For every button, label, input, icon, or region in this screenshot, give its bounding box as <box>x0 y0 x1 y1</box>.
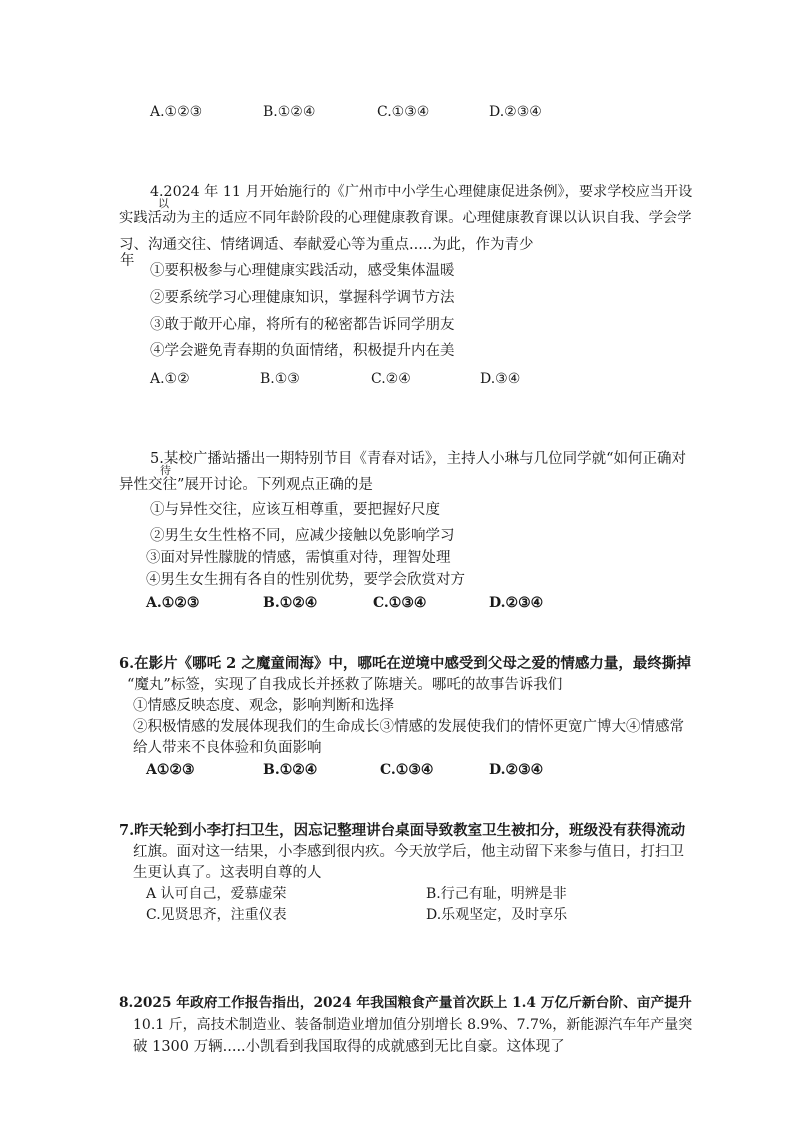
q5-option-a[interactable]: A.①②③ <box>146 595 200 611</box>
q7-option-c[interactable]: C.见贤思齐，注重仪表 <box>146 907 287 923</box>
q5-item-2: ②男生女生性格不同，应减少接触以免影响学习 <box>150 528 455 544</box>
q4-overlay-2: 年 <box>120 253 135 269</box>
q4-stem-line-3: 习、沟通交往、情绪调适、奉献爱心等为重点.....为此，作为青少 <box>119 237 534 253</box>
q6-stem-line-5: 给人带来不良体验和负面影响 <box>133 740 322 756</box>
q8-stem-line-3: 破 1300 万辆.....小凯看到我国取得的成就感到无比自豪。这体现了 <box>133 1039 565 1055</box>
q4-overlay-1: 以 <box>158 197 169 210</box>
q4-option-a[interactable]: A.①② <box>150 371 190 387</box>
q3-option-d[interactable]: D.②③④ <box>489 104 542 120</box>
q5-option-b[interactable]: B.①②④ <box>263 595 318 611</box>
q7-option-b[interactable]: B.行己有耻，明辨是非 <box>426 886 567 902</box>
q4-option-c[interactable]: C.②④ <box>371 371 411 387</box>
q3-option-a[interactable]: A.①②③ <box>150 104 203 120</box>
q6-stem-line-1: 6.在影片《哪吒 2 之魔童闹海》中，哪吒在逆境中感受到父母之爱的情感力量，最终撕掉 <box>119 655 691 672</box>
q3-option-b[interactable]: B.①②④ <box>263 104 316 120</box>
q8-stem-line-2: 10.1 斤，高技术制造业、装备制造业增加值分别增长 8.9%、7.7%，新能源汽车年产量突 <box>133 1017 693 1033</box>
q6-stem-line-3: ①情感反映态度、观念，影响判断和选择 <box>133 698 394 714</box>
q6-option-b[interactable]: B.①②④ <box>263 762 318 778</box>
q4-stem-line-2: 实践活动为主的适应不同年龄阶段的心理健康教育课。心理健康教育课以认识自我、学会学 <box>119 210 692 226</box>
q4-option-b[interactable]: B.①③ <box>260 371 300 387</box>
q7-stem-line-1: 7.昨天轮到小李打扫卫生，因忘记整理讲台桌面导致教室卫生被扣分，班级没有获得流动 <box>119 822 686 839</box>
q3-option-c[interactable]: C.①③④ <box>377 104 430 120</box>
q7-option-a[interactable]: A 认可自己，爱慕虚荣 <box>146 886 287 902</box>
q4-option-d[interactable]: D.③④ <box>480 371 521 387</box>
q6-stem-line-4: ②积极情感的发展体现我们的生命成长③情感的发展使我们的情怀更宽广博大④情感常 <box>133 719 684 735</box>
q5-stem-line-2: 异性交往”展开讨论。下列观点正确的是 <box>119 477 373 493</box>
q4-item-4: ④学会避免青春期的负面情绪，积极提升内在美 <box>150 343 455 359</box>
q5-option-c[interactable]: C.①③④ <box>373 595 427 611</box>
q4-item-1: ①要积极参与心理健康实践活动，感受集体温暖 <box>150 263 455 279</box>
q6-option-a[interactable]: A①②③ <box>146 762 195 778</box>
q7-option-d[interactable]: D.乐观坚定，及时享乐 <box>426 907 568 923</box>
q5-overlay: 待 <box>160 464 171 477</box>
q5-stem-line-1: 5.某校广播站播出一期特别节目《青春对话》，主持人小琳与几位同学就“如何正确对 <box>150 451 686 467</box>
q4-item-2: ②要系统学习心理健康知识，掌握科学调节方法 <box>150 290 455 306</box>
q6-stem-line-2: “魔丸”标签，实现了自我成长并拯救了陈塘关。哪吒的故事告诉我们 <box>127 677 563 693</box>
q5-item-4: ④男生女生拥有各自的性别优势，要学会欣赏对方 <box>146 572 465 588</box>
q8-stem-line-1: 8.2025 年政府工作报告指出，2024 年我国粮食产量首次跃上 1.4 万亿斤新台阶、亩产提升 <box>119 995 692 1011</box>
q7-stem-line-2: 红旗。面对这一结果，小李感到很内疚。今天放学后，他主动留下来参与值日，打扫卫 <box>133 844 684 860</box>
q4-stem-line-1: 4.2024 年 11 月开始施行的《广州市中小学生心理健康促进条例》，要求学校应当开设 <box>150 184 693 200</box>
q6-option-d[interactable]: D.②③④ <box>489 762 544 778</box>
q5-item-1: ①与异性交往，应该互相尊重，要把握好尺度 <box>150 502 440 518</box>
q5-item-3: ③面对异性朦胧的情感，需慎重对待，理智处理 <box>146 550 451 566</box>
q5-option-d[interactable]: D.②③④ <box>489 595 544 611</box>
q7-stem-line-3: 生更认真了。这表明自尊的人 <box>133 865 322 881</box>
q4-item-3: ③敢于敞开心扉，将所有的秘密都告诉同学朋友 <box>150 317 455 333</box>
q6-option-c[interactable]: C.①③④ <box>380 762 434 778</box>
